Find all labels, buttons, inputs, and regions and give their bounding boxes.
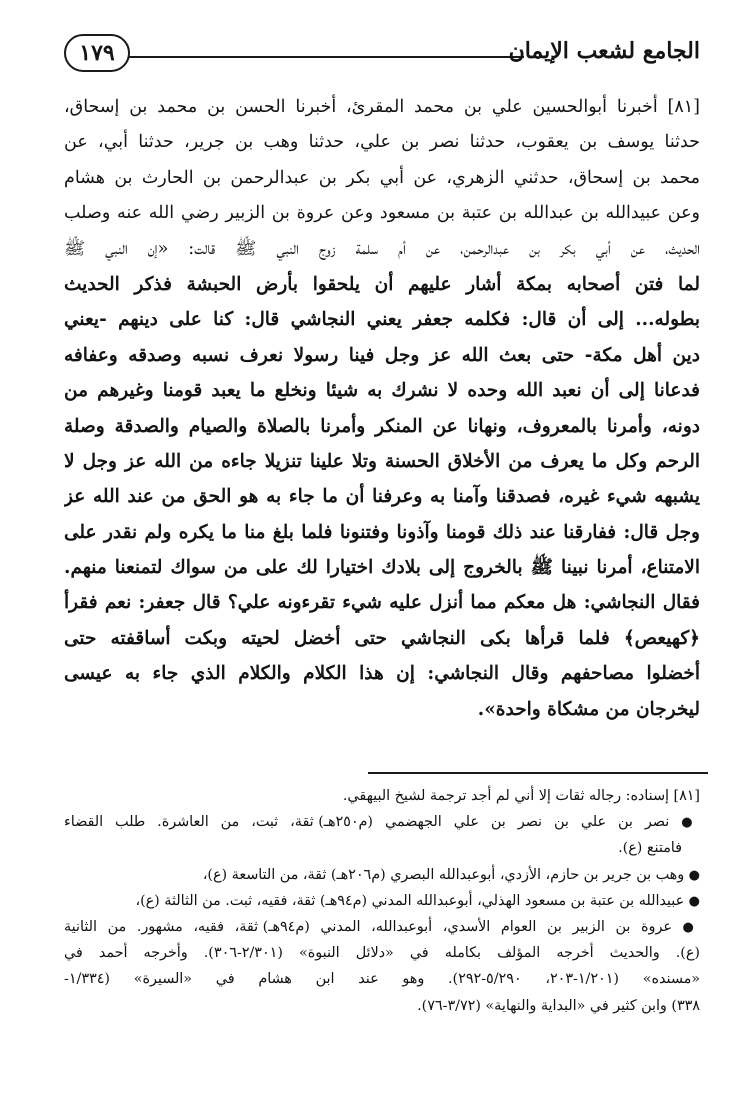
text-line: الامتناع، أمرنا نبينا ﷺ بالخروج إلى بلادك اختيارا لك على من سواك لتمنعنا منهم. xyxy=(64,557,700,579)
footnote-line xyxy=(64,914,700,940)
footnote-text: (ع). والحديث أخرجه المؤلف بكامله في «دلائل النبوة» (٢/٣٠١-٣٠٦). وأخرجه أحمد في xyxy=(64,945,700,962)
text-line: أخضلوا مصاحفهم وقال النجاشي: إن هذا الكلام والكلام الذي جاء به عيسى xyxy=(64,663,700,685)
text-line: ليخرجان من مشكاة واحدة». xyxy=(477,698,700,720)
text-line: ﴿كهيعص﴾ فلما قرأها بكى النجاشي حتى أخضل لحيته وبكت أساقفته حتى xyxy=(64,627,700,649)
footnote-line xyxy=(64,783,700,809)
text-line: دونه، وأمرنا بالمعروف، ونهانا عن المنكر وأمرنا بالصلاة والصيام والصدقة وصلة xyxy=(64,415,700,437)
footnote-line xyxy=(64,940,700,966)
footnote-text: وهب بن جرير بن حازم، الأزدي، أبوعبدالله البصري (م٢٠٦هـ) ثقة، من التاسعة (ع)، xyxy=(202,866,685,883)
footnote-line xyxy=(64,966,700,992)
bullet-icon: ● xyxy=(682,919,700,935)
text-line: وجل قال: ففارقنا عند ذلك قومنا وآذونا وفتنونا فلما بلغ منا ما يكره ولم نقدر على xyxy=(64,521,700,543)
text-line: [٨١] أخبرنا أبوالحسين علي بن محمد المقرئ، أخبرنا الحسن بن محمد بن إسحاق، xyxy=(64,97,700,117)
text-line: محمد بن إسحاق، حدثني الزهري، عن أبي بكر بن عبدالرحمن بن الحارث بن هشام xyxy=(64,167,700,188)
footnotes xyxy=(64,783,700,1019)
footnote-text: ٣٣٨) وابن كثير في «البداية والنهاية» (٣/٧٢-٧٦). xyxy=(417,997,700,1014)
footnote-text: [٨١] إسناده: رجاله ثقات إلا أني لم أجد ترجمة لشيخ البيهقي. xyxy=(342,788,700,804)
footnote-line xyxy=(64,888,700,914)
footnote-divider xyxy=(368,772,708,774)
text-line: الرحم وكل ما يعرف من الأخلاق الحسنة وتلا علينا تنزيلا جاءه من الله عز وجل لا xyxy=(64,450,700,472)
bullet-icon: ● xyxy=(688,867,700,883)
header-rule xyxy=(128,56,524,58)
footnote-line xyxy=(64,835,700,861)
footnote-text: فامتنع (ع). xyxy=(618,840,682,857)
footnote-line xyxy=(64,993,700,1019)
footnote-line xyxy=(64,809,700,835)
text-line: الحديث، عن أبي بكر بن عبدالرحمن، عن أم سلمة زوج النبي ﷺ قالت: «إن النبي ﷺ xyxy=(64,238,700,259)
text-line: فقال النجاشي: هل معكم مما أنزل عليه شيء تقرءونه علي؟ قال جعفر: نعم فقرأ xyxy=(64,592,700,614)
footnote-text: «مسنده» (١/٢٠١-٢٠٣، ٥/٢٩٠-٢٩٢). وهو عند ابن هشام في «السيرة» (١/٣٣٤- xyxy=(64,971,700,988)
bullet-icon: ● xyxy=(688,893,700,909)
bullet-icon: ● xyxy=(681,815,700,831)
footnote-line xyxy=(64,862,700,888)
text-line: وعن عبيدالله بن عبدالله بن عتبة بن مسعود وعن عروة بن الزبير رضي الله عنه وصلب xyxy=(64,203,700,224)
footnote-text: عروة بن الزبير بن العوام الأسدي، أبوعبدالله، المدني (م٩٤هـ) ثقة، فقيه، مشهور. من الثانية xyxy=(64,918,672,935)
text-line: دين أهل مكة- حتى بعث الله عز وجل فينا رسولا نعرف نسبه وصدقه وعفافه xyxy=(64,344,700,366)
text-line: لما فتن أصحابه بمكة أشار عليهم أن يلحقوا بأرض الحبشة فذكر الحديث xyxy=(64,273,700,295)
text-line: بطوله... إلى أن قال: فكلمه جعفر يعني النجاشي قال: كنا على دينهم -يعني xyxy=(64,309,700,331)
page-number: ١٧٩ xyxy=(64,34,130,72)
text-line: حدثنا يوسف بن يعقوب، حدثنا نصر بن علي، حدثنا وهب بن جرير، حدثنا أبي، عن xyxy=(64,132,700,153)
footnote-text: نصر بن علي بن نصر بن علي الجهضمي (م٢٥٠هـ) ثقة، ثبت، من العاشرة. طلب القضاء xyxy=(64,814,670,831)
hadith-text xyxy=(64,90,700,727)
footnote-text: عبيدالله بن عتبة بن مسعود الهذلي، أبوعبدالله المدني (م٩٤هـ) ثقة، فقيه، ثبت. من الثالثة (ع)، xyxy=(135,892,685,909)
text-line: فدعانا إلى أن نعبد الله وحده لا نشرك به شيئا ونخلع ما يعبد قومنا وغيرهم من xyxy=(64,380,700,402)
page-header xyxy=(64,26,700,74)
running-title: الجامع لشعب الإيمان xyxy=(508,38,700,64)
text-line: يشبهه شيء غيره، فصدقنا وآمنا به وعرفنا أن ما جاء به هو الحق من عند الله عز xyxy=(64,486,700,508)
